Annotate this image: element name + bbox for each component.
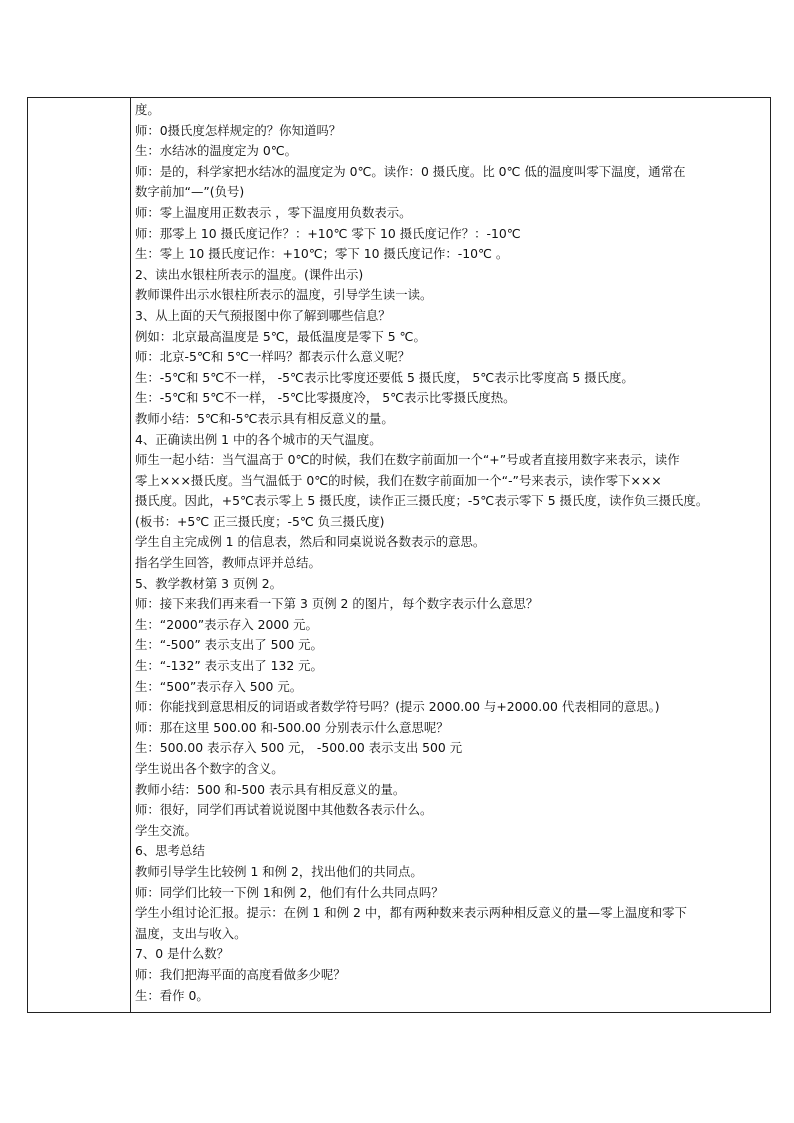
text-line: 师：0摄氏度怎样规定的？你知道吗？ [135,122,342,138]
text-line: 学生自主完成例 1 的信息表，然后和同桌说说各数表示的意思。 [135,534,486,550]
text-line: 生：“-500” 表示支出了 500 元。 [135,637,323,653]
lesson-content-cell [131,98,771,1013]
text-line: 师：北京-5℃和 5℃一样吗？都表示什么意义呢？ [135,349,411,365]
text-line: 教师小结：500 和-500 表示具有相反意义的量。 [135,781,406,797]
lesson-content [131,98,770,1006]
text-line: 摄氏度。因此，+5℃表示零上 5 摄氏度，读作正三摄氏度；-5℃表示零下 5 摄氏度，读作负三摄氏度。 [135,493,709,509]
text-line: 学生说出各个数字的含义。 [135,761,284,776]
text-line: 生：“500”表示存入 500 元。 [135,678,303,694]
text-line: 师：你能找到意思相反的词语或者数学符号吗？(提示 2000.00 与+2000.00 代表相同的意思。) [135,699,660,715]
text-line: 度。 [135,102,160,117]
text-line: 指名学生回答，教师点评并总结。 [135,555,321,571]
text-line: 师生一起小结：当气温高于 0℃的时候，我们在数字前面加一个“+”号或者直接用数字来表示，读作 [135,452,680,468]
table-row [28,98,771,1013]
text-line: 数字前加“—”(负号) [135,184,245,200]
text-line: 温度，支出与收入。 [135,925,247,941]
text-line: 生：“-132” 表示支出了 132 元。 [135,658,323,674]
text-line: 学生交流。 [135,822,197,838]
text-line: 3、从上面的天气预报图中你了解到哪些信息？ [135,307,391,323]
text-line: 师：那零上 10 摄氏度记作？：+10℃ 零下 10 摄氏度记作？：-10℃ [135,225,521,241]
text-line: 生：“2000”表示存入 2000 元。 [135,616,318,632]
text-line: 生：-5℃和 5℃不一样， -5℃表示比零度还要低 5 摄氏度， 5℃表示比零度高 5 摄氏度。 [135,369,634,385]
left-label-cell [28,98,131,1013]
text-line: 学生小组讨论汇报。提示：在例 1 和例 2 中，都有两种数来表示两种相反意义的量—零上温度和零下 [135,905,687,921]
text-line: 4、正确读出例 1 中的各个城市的天气温度。 [135,431,382,447]
text-line: 教师引导学生比较例 1 和例 2，找出他们的共同点。 [135,863,423,879]
text-line: (板书：+5℃ 正三摄氏度；-5℃ 负三摄氏度) [135,513,385,529]
text-line: 生：看作 0。 [135,987,209,1003]
text-line: 6、思考总结 [135,843,205,859]
text-line: 师：零上温度用正数表示 ，零下温度用负数表示。 [135,204,412,220]
text-line: 生：水结冰的温度定为 0℃。 [135,143,298,159]
text-line: 师：同学们比较一下例 1和例 2，他们有什么共同点吗？ [135,884,444,900]
text-line: 师：那在这里 500.00 和-500.00 分别表示什么意思呢？ [135,719,449,735]
text-line: 师：很好，同学们再试着说说图中其他数各表示什么。 [135,802,433,818]
text-line: 例如：北京最高温度是 5℃，最低温度是零下 5 ℃。 [135,328,426,344]
text-line: 5、教学教材第 3 页例 2。 [135,575,282,591]
text-line: 生：零上 10 摄氏度记作：+10℃；零下 10 摄氏度记作：-10℃ 。 [135,246,509,262]
text-line: 师：我们把海平面的高度看做多少呢？ [135,966,346,982]
text-line: 生：500.00 表示存入 500 元， -500.00 表示支出 500 元 [135,740,463,756]
text-line: 教师小结：5℃和-5℃表示具有相反意义的量。 [135,410,394,426]
text-line: 零上×××摄氏度。当气温低于 0℃的时候，我们在数字前面加一个“-”号来表示，读作零下××× [135,472,662,488]
text-line: 7、0 是什么数？ [135,946,230,962]
lesson-plan-table [27,97,771,1013]
text-line: 师：接下来我们再来看一下第 3 页例 2 的图片，每个数字表示什么意思？ [135,596,539,612]
text-line: 生：-5℃和 5℃不一样， -5℃比零摄度冷， 5℃表示比零摄氏度热。 [135,390,516,406]
text-line: 教师课件出示水银柱所表示的温度，引导学生读一读。 [135,287,433,303]
text-line: 2、读出水银柱所表示的温度。(课件出示) [135,266,364,282]
text-line: 师：是的，科学家把水结冰的温度定为 0℃。读作：0 摄氏度。比 0℃ 低的温度叫零下温度，通常在 [135,163,686,179]
